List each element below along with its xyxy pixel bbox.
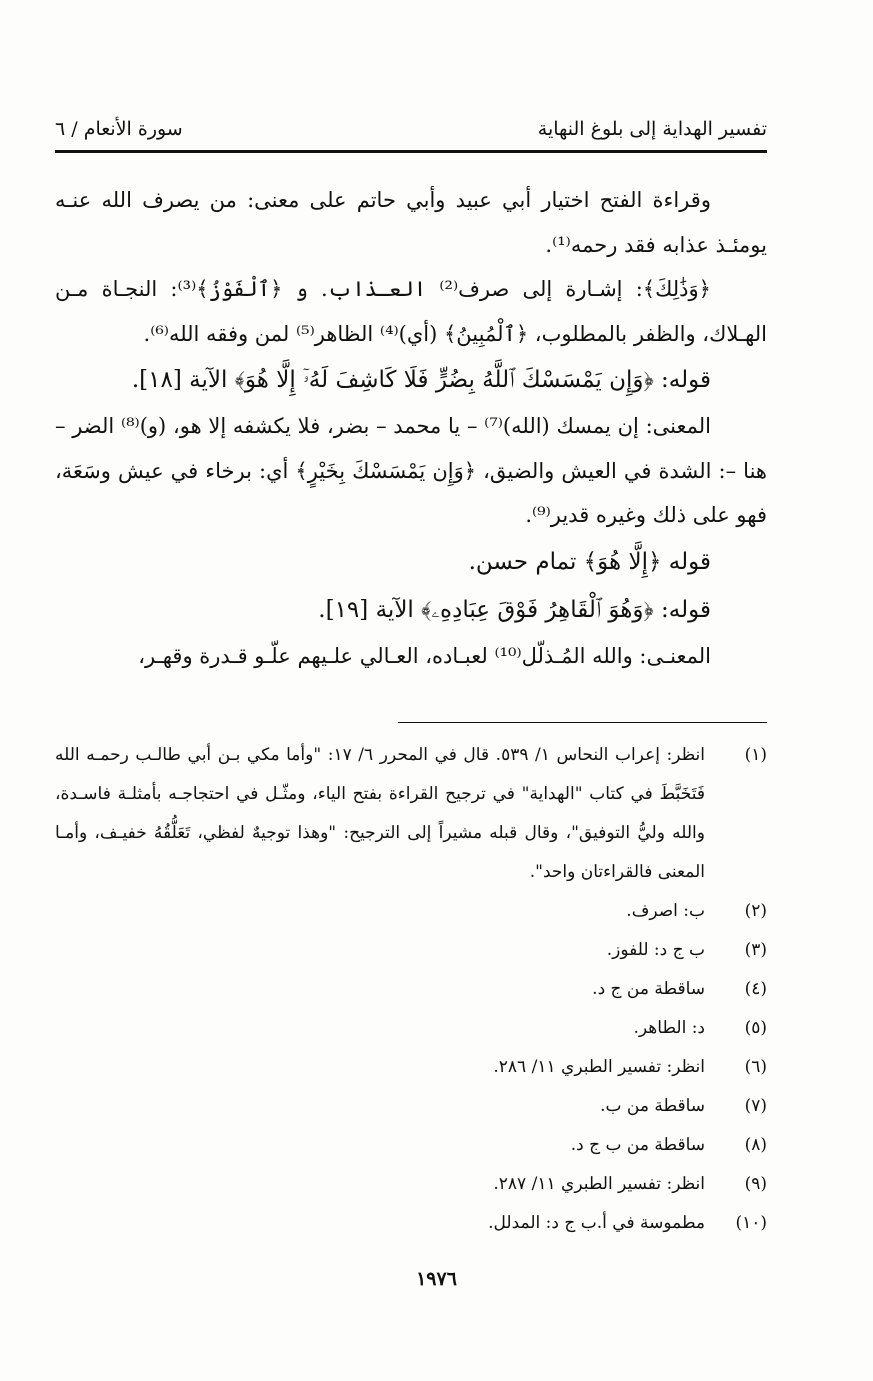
footnote-text: مطموسة في أ.ب ج د: المدلل. [488, 1213, 705, 1233]
footnote-number: (٦) [744, 1057, 767, 1077]
paragraph: المعنـى: والله المُـذلّل⁽¹⁰⁾ لعبـاده، العـالي علـيهم علّـو قـدرة وقهـر، [138, 643, 711, 668]
footnote-text: ساقطة من ب ج د. [570, 1135, 705, 1155]
footnote-number: (٣) [744, 940, 767, 960]
footnote [55, 1087, 767, 1126]
paragraph: ﴿وَذَٰلِكَ﴾: إشـارة إلى صرف⁽²⁾ العـذاب. و ﴿ٱلْفَوْزُ﴾⁽³⁾: النجـاة مـن الهـلاك، والظفر بالمطلوب، ﴿ٱلْمُبِينُ﴾ (أي)⁽⁴⁾ الظاهر⁽⁵⁾ لمن وفقه الله⁽⁶⁾. [55, 277, 767, 346]
footnote-number: (٢) [744, 901, 767, 921]
footnote-rule [398, 722, 767, 723]
footnote-number: (٨) [744, 1135, 767, 1155]
quran-verse-citation: قوله: ﴿وَإِن يَمْسَسْكَ ٱللَّهُ بِضُرٍّ فَلَا كَاشِفَ لَهُۥٓ إِلَّا هُوَ﴾ الآية [١٨]. [131, 367, 711, 393]
surah-label: سورة الأنعام / ٦ [55, 118, 183, 140]
footnote-number: (٩) [744, 1174, 767, 1194]
quran-verse-citation: قوله: ﴿وَهُوَ ٱلْقَاهِرُ فَوْقَ عِبَادِهِۦ﴾ الآية [١٩]. [318, 596, 711, 623]
footnote-number: (٥) [744, 1018, 767, 1038]
main-text [55, 178, 767, 678]
footnote-number: (٤) [744, 979, 767, 999]
footnote [55, 1126, 767, 1165]
footnote-text: ساقطة من ج د. [592, 979, 705, 999]
footnote-text: انظر: تفسير الطبري ١١/ ٢٨٦. [493, 1057, 705, 1077]
page-number: ١٩٧٦ [416, 1268, 457, 1290]
footnote [55, 1204, 767, 1243]
footnote-number: (١) [744, 745, 767, 765]
footnote-text: د: الطاهر. [633, 1018, 705, 1038]
footnote-text: ساقطة من ب. [600, 1096, 705, 1116]
footnote [55, 736, 767, 892]
footnote [55, 1165, 767, 1204]
running-header [55, 118, 767, 152]
footnotes [55, 736, 767, 1243]
footnote [55, 970, 767, 1009]
footnote-text: ب ج د: للفوز. [606, 940, 705, 960]
header-rule [55, 150, 767, 153]
paragraph: المعنى: إن يمسك (الله)⁽⁷⁾ – يا محمد – بضر، فلا يكشفه إلا هو، (و)⁽⁸⁾ الضر – هنا –: الشدة في العيش والضيق، ﴿وَإِن يَمْسَسْكَ بِخَيْرٍ﴾ أي: برخاء في عيش وسَعَة، فهو على ذلك وغيره قدير⁽⁹⁾. [55, 414, 767, 527]
book-title: تفسير الهداية إلى بلوغ النهاية [537, 118, 767, 140]
footnote-text: انظر: تفسير الطبري ١١/ ٢٨٧. [493, 1174, 705, 1194]
footnote-text: انظر: إعراب النحاس ١/ ٥٣٩. قال في المحرر ٦/ ١٧: "وأما مكي بـن أبي طالـب رحمـه الله فَتَخَبَّطَ في كتاب "الهداية" في ترجيح القراءة بفتح الياء، ومثّـل في احتجاجـه بأمثلـة فاسـدة، والله وليُّ التوفيق"، وقال قبله مشيراً إلى الترجيح: "وهذا توجيهٌ لفظي، تَعَلُّقُهُ خفيـف، وأمـا المعنى فالقراءتان واحد". [55, 745, 705, 882]
paragraph: وقراءة الفتح اختيار أبي عبيد وأبي حاتم على معنى: من يصرف الله عنـه يومئـذ عذابه فقد رحمه⁽¹⁾. [55, 188, 767, 257]
footnote [55, 931, 767, 970]
footnote-text: ب: اصرف. [626, 901, 705, 921]
footnote [55, 892, 767, 931]
footnote [55, 1048, 767, 1087]
footnote [55, 1009, 767, 1048]
paragraph: قوله ﴿إِلَّا هُوَ﴾ تمام حسن. [468, 548, 711, 575]
footnote-number: (١٠) [735, 1213, 767, 1233]
footnote-number: (٧) [744, 1096, 767, 1116]
